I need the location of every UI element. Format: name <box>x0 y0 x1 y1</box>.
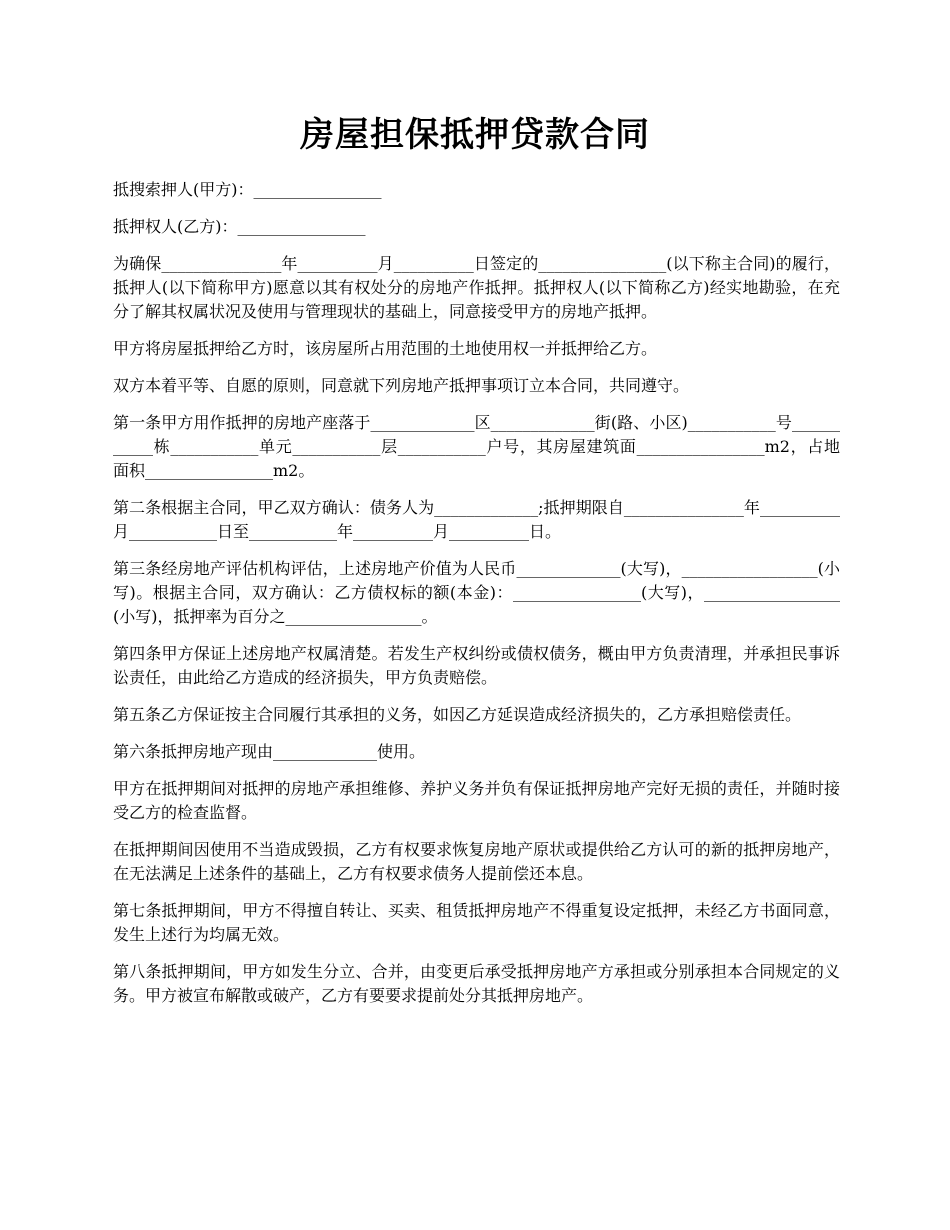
mortgagor-line: 抵搜索押人(甲方)：________________ <box>113 180 382 199</box>
document-title: 房屋担保抵押贷款合同 <box>300 115 650 155</box>
article-7: 第七条抵押期间，甲方不得擅自转让、买卖、租赁抵押房地产不得重复设定抵押，未经乙方书面同意，发生上述行为均属无效。 <box>113 901 840 944</box>
maintenance-paragraph: 甲方在抵押期间对抵押的房地产承担维修、养护义务并负有保证抵押房地产完好无损的责任，并随时接受乙方的检查监督。 <box>113 779 840 822</box>
article-3: 第三条经房地产评估机构评估，上述房地产价值为人民币_____________(大写)，_________________(小写)。根据主合同，双方确认：乙方债权标的额(本金)：________________(大写)，_________________(小写)，抵押率为百分之_________________。 <box>113 559 840 626</box>
mortgagee-line: 抵押权人(乙方)：________________ <box>113 217 366 236</box>
article-6: 第六条抵押房地产现由_____________使用。 <box>113 742 426 761</box>
article-8: 第八条抵押期间，甲方如发生分立、合并，由变更后承受抵押房地产方承担或分别承担本合同规定的义务。甲方被宣布解散或破产，乙方有要要求提前处分其抵押房地产。 <box>113 962 840 1005</box>
article-1: 第一条甲方用作抵押的房地产座落于_____________区_____________街(路、小区)___________号___________栋___________单元___________层___________户号，其房屋建筑面________________m2，占地面积________________m2。 <box>113 413 840 480</box>
principle-paragraph: 双方本着平等、自愿的原则，同意就下列房地产抵押事项订立本合同，共同遵守。 <box>113 376 690 395</box>
article-5: 第五条乙方保证按主合同履行其承担的义务，如因乙方延误造成经济损失的，乙方承担赔偿责任。 <box>113 705 802 724</box>
land-use-paragraph: 甲方将房屋抵押给乙方时，该房屋所占用范围的土地使用权一并抵押给乙方。 <box>113 339 658 358</box>
article-2: 第二条根据主合同，甲乙双方确认：债务人为_____________;抵押期限自_______________年__________月___________日至___________年__________月__________日。 <box>113 498 840 541</box>
preamble-paragraph: 为确保_______________年__________月__________日签定的________________(以下称主合同)的履行，抵押人(以下简称甲方)愿意以其有权处分的房地产作抵押。抵押权人(以下简称乙方)经实地勘验，在充分了解其权属状况及使用与管理现状的基础上，同意接受甲方的房地产抵押。 <box>113 254 840 321</box>
document-body <box>113 178 840 1021</box>
damage-paragraph: 在抵押期间因使用不当造成毁损，乙方有权要求恢复房地产原状或提供给乙方认可的新的抵押房地产，在无法满足上述条件的基础上，乙方有权要求债务人提前偿还本息。 <box>113 840 840 883</box>
article-4: 第四条甲方保证上述房地产权属清楚。若发生产权纠纷或债权债务，概由甲方负责清理，并承担民事诉讼责任，由此给乙方造成的经济损失，甲方负责赔偿。 <box>113 644 840 687</box>
